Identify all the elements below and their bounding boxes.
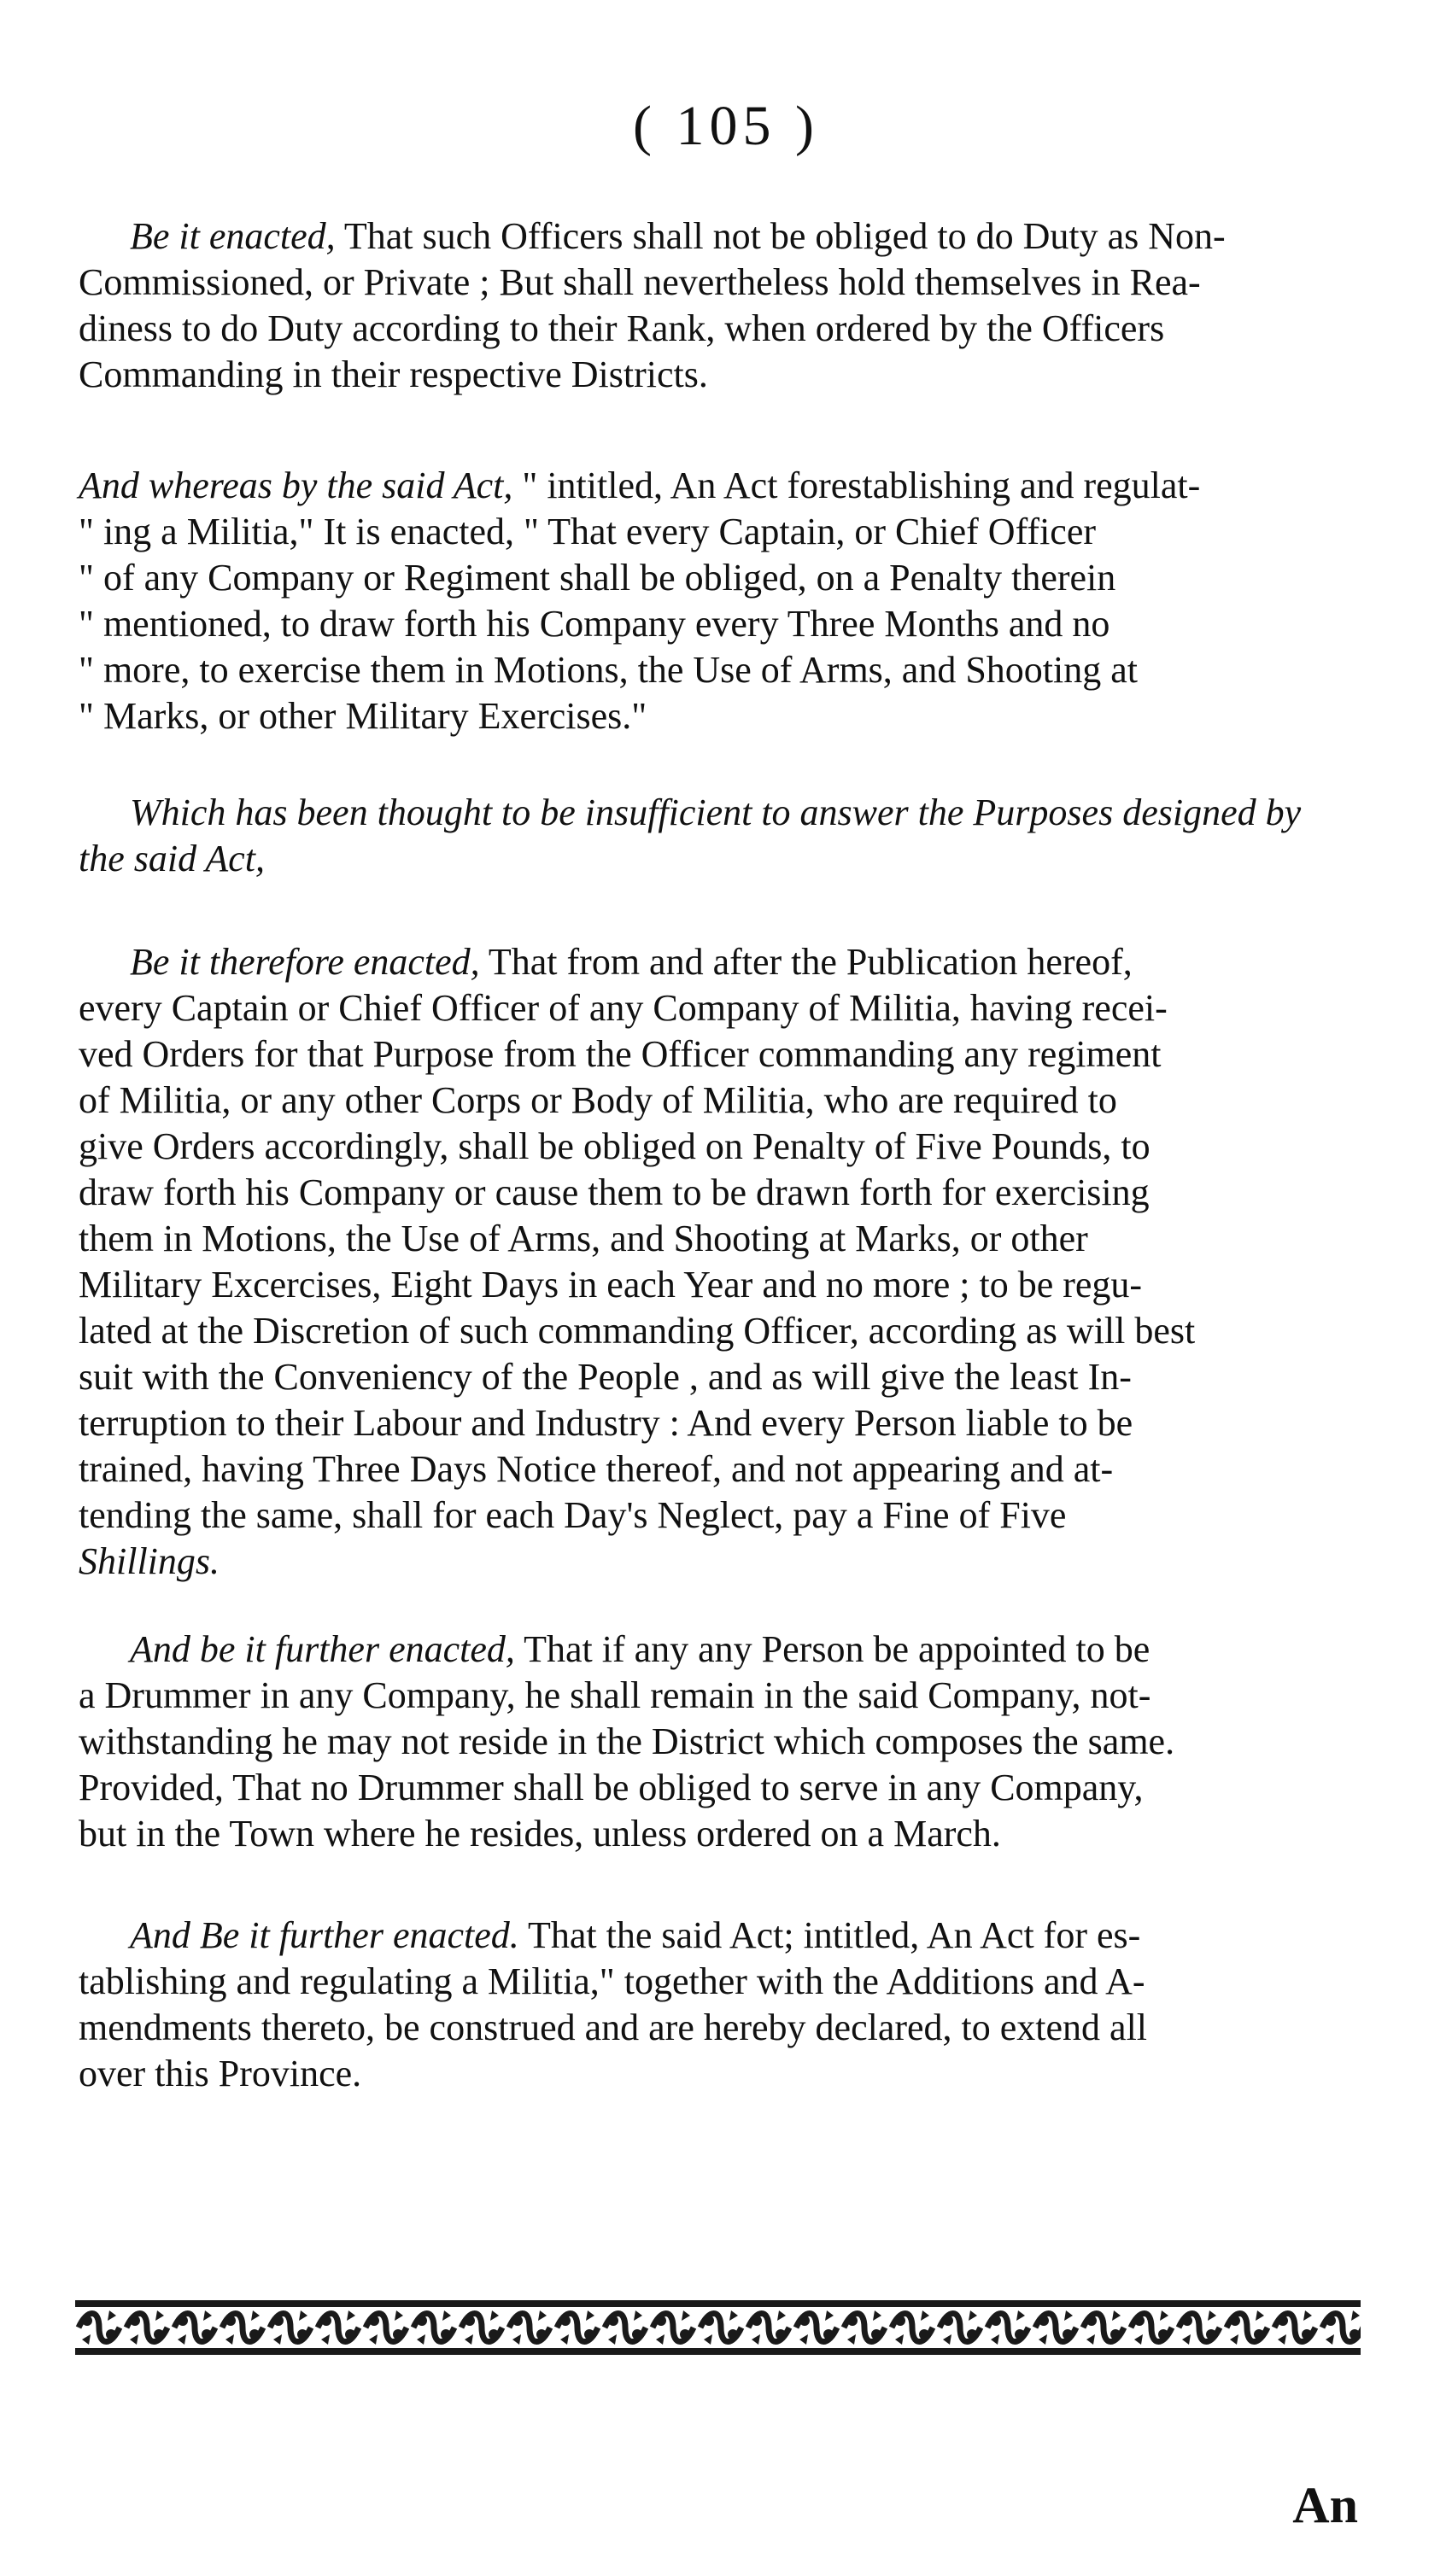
paragraph-lead: Be it therefore enacted, xyxy=(130,941,480,983)
text-line: them in Motions, the Use of Arms, and Shooting at Marks, or other xyxy=(79,1218,1088,1259)
text-line: " of any Company or Regiment shall be obliged, on a Penalty therein xyxy=(79,557,1116,599)
text-span: That if any any Person be appointed to be xyxy=(514,1628,1150,1670)
text-span: That the said Act; intitled, An Act for es- xyxy=(518,1914,1141,1956)
text-line: " more, to exercise them in Motions, the Use of Arms, and Shooting at xyxy=(79,649,1138,691)
paragraph-lead: Be it enacted, xyxy=(130,215,336,257)
paragraph-insufficient xyxy=(79,790,1360,882)
paragraph-therefore-enacted xyxy=(79,939,1360,1585)
text-line: tablishing and regulating a Militia," together with the Additions and A- xyxy=(79,1960,1145,2002)
paragraph-lead: And Be it further enacted. xyxy=(130,1914,519,1956)
text-line xyxy=(79,463,1360,509)
text-line: Provided, That no Drummer shall be obliged to serve in any Company, xyxy=(79,1767,1144,1808)
text-line: of Militia, or any other Corps or Body of Militia, who are required to xyxy=(79,1079,1117,1121)
paragraph-extend-province xyxy=(79,1913,1360,2097)
text-line: every Captain or Chief Officer of any Company of Militia, having recei- xyxy=(79,987,1168,1029)
text-span: That from and after the Publication hereof, xyxy=(479,941,1133,983)
text-line: the said Act, xyxy=(79,838,265,879)
text-line: ved Orders for that Purpose from the Officer commanding any regiment xyxy=(79,1033,1162,1075)
paragraph-lead: And be it further enacted, xyxy=(130,1628,515,1670)
text-line: over this Province. xyxy=(79,2053,362,2094)
catchword: An xyxy=(1292,2477,1358,2533)
text-line: " ing a Militia," It is enacted, " That every Captain, or Chief Officer xyxy=(79,511,1097,552)
paragraph-drummer xyxy=(79,1627,1360,1857)
text-line xyxy=(79,1627,1360,1673)
text-line: but in the Town where he resides, unless ordered on a March. xyxy=(79,1813,1001,1855)
text-span: " intitled, An Act forestablishing and regulat- xyxy=(512,464,1201,506)
text-line: Commissioned, or Private ; But shall nevertheless hold themselves in Rea- xyxy=(79,261,1201,303)
page-number: ( 105 ) xyxy=(633,95,819,157)
text-line: " mentioned, to draw forth his Company every Three Months and no xyxy=(79,603,1110,645)
text-line xyxy=(79,939,1360,985)
text-line: tending the same, shall for each Day's Neglect, pay a Fine of Five xyxy=(79,1494,1067,1536)
text-line xyxy=(79,213,1360,260)
text-line: give Orders accordingly, shall be obliged on Penalty of Five Pounds, to xyxy=(79,1125,1150,1167)
text-line: Commanding in their respective Districts. xyxy=(79,353,708,395)
paragraph-whereas xyxy=(79,463,1360,739)
paragraph-lead: And whereas by the said Act, xyxy=(79,464,513,506)
text-span: That such Officers shall not be obliged to do Duty as Non- xyxy=(335,215,1226,257)
text-line: " Marks, or other Military Exercises." xyxy=(79,695,647,737)
text-line: Which has been thought to be insufficient to answer the Purposes designed by xyxy=(130,791,1302,833)
text-line: draw forth his Company or cause them to be drawn forth for exercising xyxy=(79,1171,1150,1213)
ornamental-border-icon xyxy=(75,2297,1361,2358)
text-line: Military Excercises, Eight Days in each Year and no more ; to be regu- xyxy=(79,1264,1143,1306)
text-line: lated at the Discretion of such commanding Officer, according as will best xyxy=(79,1310,1196,1352)
text-line: withstanding he may not reside in the District which composes the same. xyxy=(79,1720,1175,1762)
text-line: mendments thereto, be construed and are hereby declared, to extend all xyxy=(79,2006,1148,2048)
text-line: a Drummer in any Company, he shall remain in the said Company, not- xyxy=(79,1674,1151,1716)
text-line: terruption to their Labour and Industry : And every Person liable to be xyxy=(79,1402,1133,1444)
text-line: suit with the Conveniency of the People , and as will give the least In- xyxy=(79,1356,1132,1398)
paragraph-officers-duty xyxy=(79,213,1360,398)
text-line: trained, having Three Days Notice thereof, and not appearing and at- xyxy=(79,1448,1114,1490)
text-line xyxy=(79,1913,1360,1959)
text-line: Shillings. xyxy=(79,1540,220,1582)
text-line: diness to do Duty according to their Rank, when ordered by the Officers xyxy=(79,307,1165,349)
